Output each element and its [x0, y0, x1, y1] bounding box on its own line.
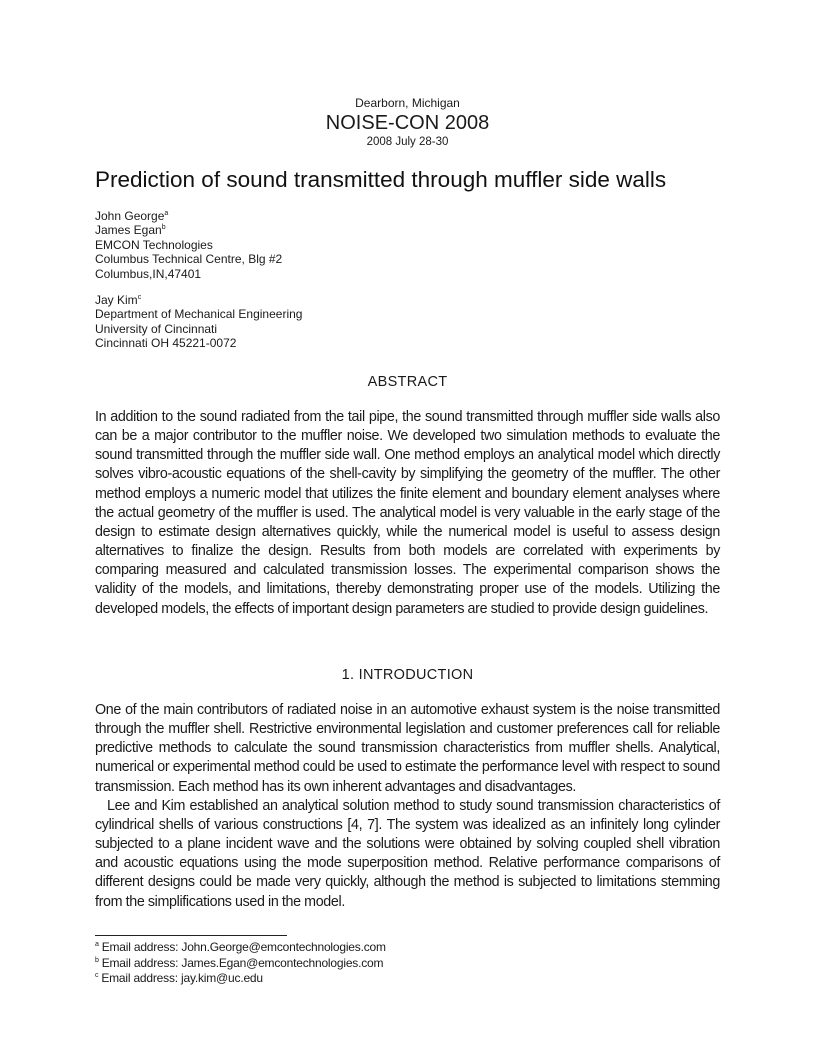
conference-place: Dearborn, Michigan	[355, 96, 460, 110]
footnote	[95, 956, 386, 972]
footnote-text: Email address: jay.kim@uc.edu	[101, 971, 263, 985]
introduction-heading: 1. INTRODUCTION	[341, 667, 474, 683]
body-paragraph: Lee and Kim established an analytical solution method to study sound transmission characteristics of cylindrical shells of various constructions [4, 7]. The system was idealized as an infinitely long cylinder subjected to a plane incident wave and the solutions were obtained by solving coupled shell vibration and acoustic equations using the mode superposition method. Relative performance comparisons of different designs could be made very quickly, although the method is subjected to limitations stemming from the simplifications used in the model.	[95, 797, 720, 910]
footnote-divider	[95, 935, 287, 936]
abstract-paragraph: In addition to the sound radiated from the tail pipe, the sound transmitted through muffler side walls also can be a major contributor to the muffler noise. We developed two simulation methods to evaluate the sound transmitted through the muffler side wall. One method employs an analytical model which directly solves vibro-acoustic equations of the shell-cavity by simplifying the geometry of the muffler. The other method employs a numeric model that utilizes the finite element and boundary element analyses where the actual geometry of the muffler is used. The analytical model is very valuable in the early stage of the design to estimate design alternatives quickly, while the numerical model is useful to assess design alternatives to finalize the design. Results from both models are correlated with experiments by comparing measured and calculated transmission losses. The experimental comparison shows the validity of the models, and limitations, thereby demonstrating proper use of the models. Utilizing the developed models, the effects of important design parameters are studied to provide design guidelines.	[95, 409, 720, 617]
author-group-1	[95, 209, 302, 281]
conference-header	[95, 96, 720, 149]
author-address-line: Columbus,IN,47401	[95, 266, 202, 281]
conference-name: NOISE-CON 2008	[325, 112, 490, 134]
author-line	[95, 223, 302, 237]
author-name: John George	[95, 209, 165, 223]
author-line	[95, 293, 302, 307]
author-department: Department of Mechanical Engineering	[95, 307, 303, 322]
author-organization: EMCON Technologies	[95, 237, 213, 252]
author-footnote-mark: b	[161, 224, 166, 232]
footnotes	[95, 940, 386, 987]
author-footnote-mark: c	[137, 294, 142, 302]
introduction-body	[95, 701, 720, 912]
footnote-mark: a	[95, 941, 99, 948]
author-address-line: Cincinnati OH 45221-0072	[95, 336, 237, 351]
paper-title: Prediction of sound transmitted through muffler side walls	[95, 167, 667, 192]
abstract-heading: ABSTRACT	[367, 374, 448, 390]
body-paragraph: One of the main contributors of radiated noise in an automotive exhaust system is the noise transmitted through the muffler shell. Restrictive environmental legislation and customer preferences call for reliable predictive methods to calculate the sound transmission characteristics from muffler shells. Analytical, numerical or experimental method could be used to estimate the performance level with respect to sound transmission. Each method has its own inherent advantages and disadvantages.	[95, 702, 720, 795]
author-name: James Egan	[95, 223, 162, 238]
conference-date: 2008 July 28-30	[366, 136, 449, 148]
footnote	[95, 940, 386, 956]
author-line	[95, 209, 302, 223]
footnote-mark: b	[95, 956, 99, 964]
author-name: Jay Kim	[95, 293, 138, 308]
footnote-mark: c	[95, 972, 99, 979]
author-organization: University of Cincinnati	[95, 321, 218, 336]
footnote-text: Email address: John.George@emcontechnologies.com	[101, 940, 386, 954]
author-group-2	[95, 293, 302, 351]
author-footnote-mark: a	[164, 210, 169, 217]
abstract-body	[95, 408, 720, 619]
footnote	[95, 971, 386, 987]
author-address-line: Columbus Technical Centre, Blg #2	[95, 252, 283, 267]
footnote-text: Email address: James.Egan@emcontechnologies.com	[101, 955, 384, 970]
author-block	[95, 209, 302, 363]
